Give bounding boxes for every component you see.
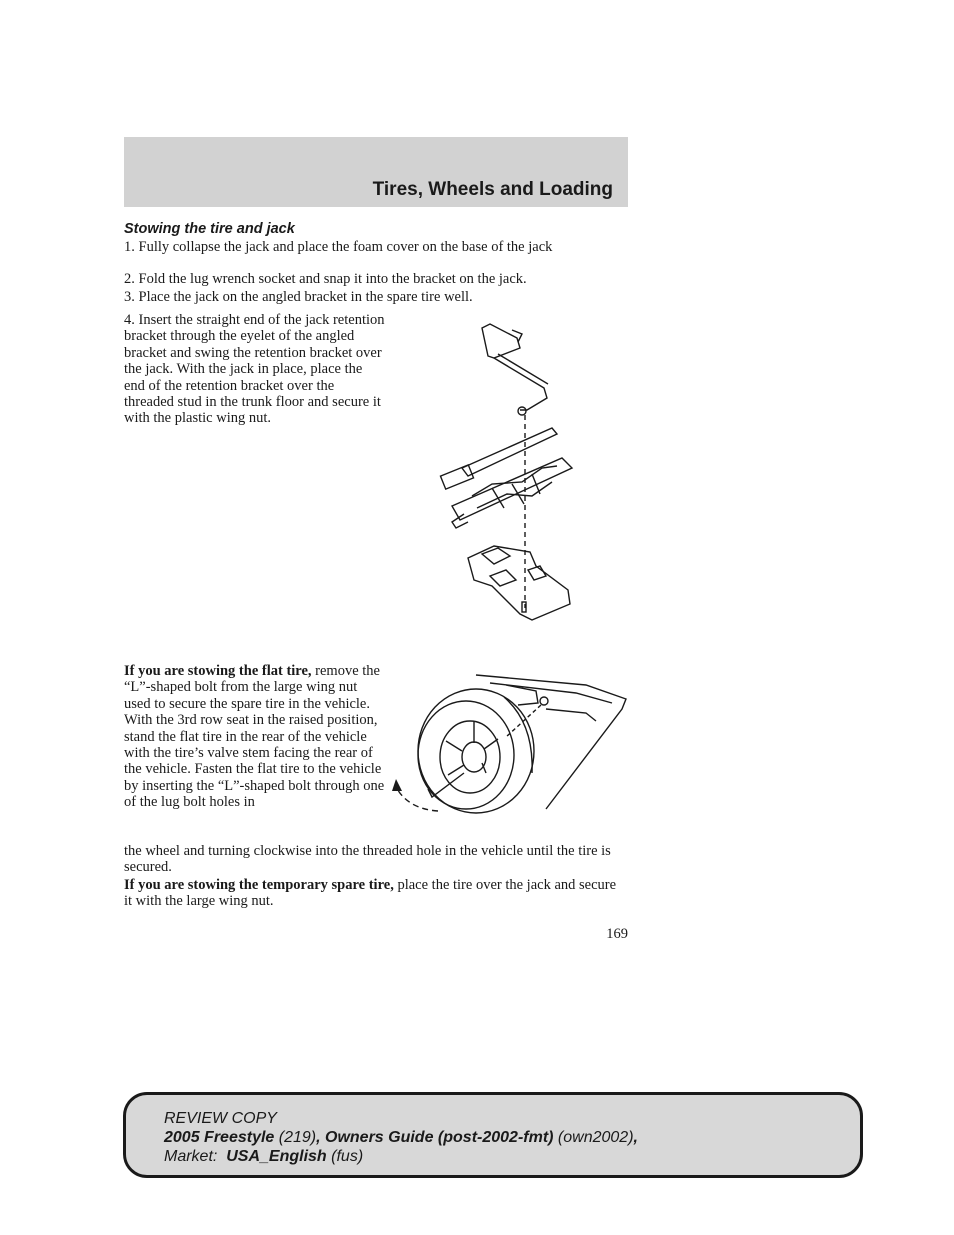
footer-model-code: (219)	[274, 1129, 317, 1146]
footer-text	[164, 1109, 638, 1166]
step-2: 2. Fold the lug wrench socket and snap it into the bracket on the jack.	[124, 271, 527, 287]
footer-market-line	[164, 1147, 638, 1166]
footer-comma: ,	[633, 1129, 638, 1146]
flat-tire-text: remove the “L”-shaped bolt from the large wing nut used to secure the spare tire in the vehicle. With the 3rd row seat in the raised position, stand the flat tire in the rear of the vehicle with the tire’s valve stem facing the rear of the vehicle. Fasten the flat tire to the vehicle by inserting the “L”-shaped bolt through one of the lug bolt holes in	[124, 663, 385, 811]
step-3: 3. Place the jack on the angled bracket in the spare tire well.	[124, 289, 473, 305]
step-4: 4. Insert the straight end of the jack retention bracket through the eyelet of the angled bracket and swing the retention bracket over the jack. With the jack in place, place the end of the retention bracket over the threaded stud in the trunk floor and secure it with the plastic wing nut.	[124, 312, 385, 427]
footer-review-label: REVIEW COPY	[164, 1110, 277, 1127]
footer-market-code: (fus)	[326, 1148, 364, 1165]
step-1: 1. Fully collapse the jack and place the foam cover on the base of the jack	[124, 239, 553, 255]
footer-model: 2005 Freestyle	[164, 1129, 275, 1146]
spare-tire-text: place the tire over the jack and secure it with the large wing nut.	[124, 877, 617, 910]
page-number: 169	[606, 926, 628, 942]
flat-tire-stowing-illustration	[386, 663, 632, 819]
chapter-title: Tires, Wheels and Loading	[372, 179, 613, 200]
spare-tire-lead: If you are stowing the temporary spare tire,	[124, 877, 394, 893]
jack-stowing-illustration	[432, 318, 582, 624]
section-title: Stowing the tire and jack	[124, 221, 295, 237]
flat-tire-paragraph	[124, 663, 386, 811]
flat-tire-lead: If you are stowing the flat tire,	[124, 663, 312, 679]
review-copy-footer	[123, 1092, 863, 1178]
footer-guide: , Owners Guide (post-2002-fmt)	[316, 1129, 554, 1146]
footer-market-label: Market:	[164, 1148, 227, 1165]
footer-model-line	[164, 1128, 638, 1147]
spare-tire-paragraph	[124, 877, 624, 910]
section-header-band	[124, 137, 628, 207]
footer-market: USA_English	[226, 1148, 327, 1165]
footer-guide-code: (own2002)	[553, 1129, 634, 1146]
flat-tire-continued: the wheel and turning clockwise into the threaded hole in the vehicle until the tire is secured.	[124, 843, 611, 876]
